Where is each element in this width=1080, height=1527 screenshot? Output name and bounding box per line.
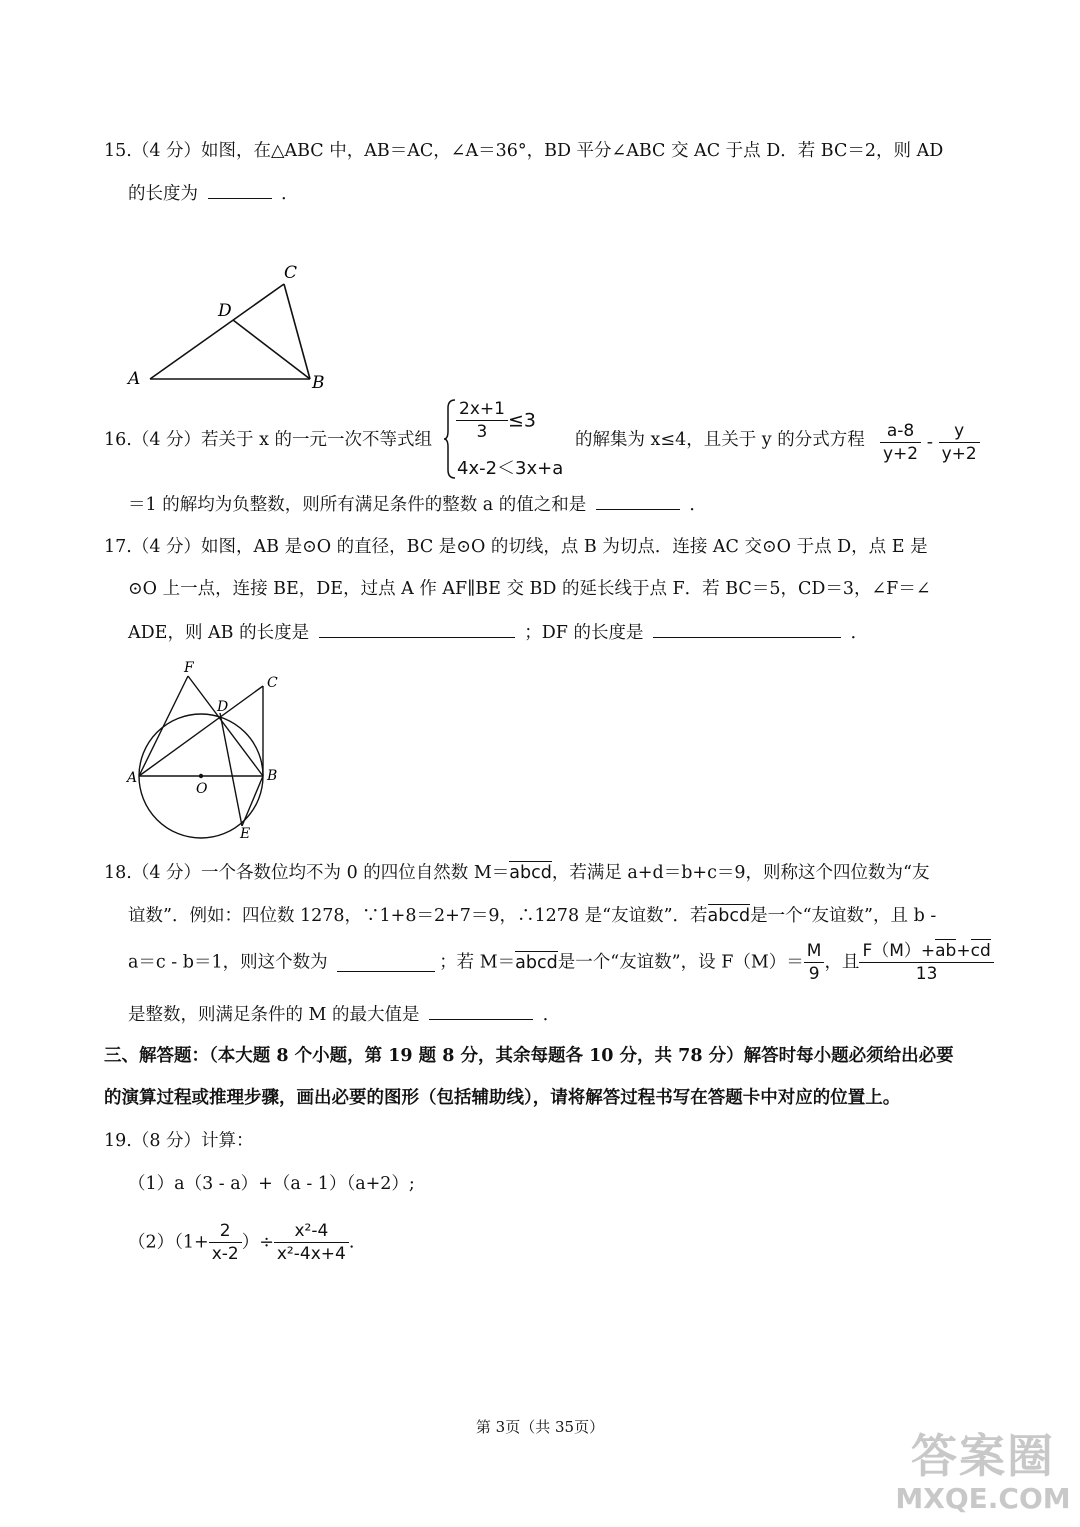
watermark-top: 答案圈	[911, 1429, 1055, 1483]
q18-period: ．	[542, 1005, 561, 1025]
label-d: D	[217, 699, 229, 715]
q16-mid: 的解集为 x≤4，且关于 y 的分式方程	[575, 430, 865, 450]
q17-period: ．	[850, 623, 869, 643]
q16-ineq1-rel: ≤3	[507, 409, 536, 432]
q17-ab-blank[interactable]	[319, 619, 515, 638]
q18-line2-pre: 谊数”．例如：四位数 1278，∵1+8＝2+7＝9，∴1278 是“友谊数”．若	[128, 906, 708, 926]
q19-part2-pre: （2）（1+	[128, 1232, 209, 1253]
section3-line1: 三、解答题：（本大题 8 个小题，第 19 题 8 分，其余每题各 10 分，共 78 分）解答时每小题必须给出必要	[104, 1046, 954, 1066]
q19-small-frac	[209, 1220, 242, 1265]
q16-minus: -	[926, 432, 934, 453]
q18-abcd-overline-2: abcd	[707, 906, 751, 926]
label-o: O	[196, 781, 208, 797]
q18-line1-post: ，若满足 a+d＝b+c＝9，则称这个四位数为“友	[551, 863, 930, 883]
triangle-abc	[150, 284, 310, 379]
watermark-bottom: MXQE.COM	[895, 1482, 1071, 1515]
q17-df-blank[interactable]	[653, 619, 841, 638]
q19-small-den: x-2	[211, 1244, 239, 1264]
q17-line1: 17.（4 分）如图，AB 是⊙O 的直径，BC 是⊙O 的切线，点 B 为切点．连接 AC 交⊙O 于点 D，点 E 是	[104, 537, 928, 557]
q19-big-frac	[274, 1220, 349, 1265]
q17-line3-mid: ；DF 的长度是	[524, 623, 644, 643]
q18-big-num-pre: F（M）+	[862, 941, 936, 961]
label-f: F	[184, 660, 194, 676]
q19-small-num: 2	[209, 1220, 242, 1243]
q19-part2	[128, 1220, 354, 1265]
q16-equation	[880, 420, 980, 465]
q15-line1: 15.（4 分）如图，在△ABC 中，AB＝AC，∠A＝36°，BD 平分∠ABC 交 AC 于点 D．若 BC＝2，则 AD	[104, 141, 944, 161]
label-b: B	[312, 373, 325, 393]
circle-o-diagram	[139, 676, 263, 838]
q15-triangle-figure	[120, 256, 340, 396]
q18-big-den: 13	[915, 964, 938, 984]
q19-title: 19.（8 分）计算：	[104, 1131, 254, 1151]
q18-fm-num: M	[804, 940, 825, 963]
q18-big-num	[859, 940, 993, 963]
q18-fm-den: 9	[808, 964, 820, 984]
label-c: C	[267, 675, 278, 691]
section3-line2: 的演算过程或推理步骤，画出必要的图形（包括辅助线），请将解答过程书写在答题卡中对应的位置上。	[104, 1088, 901, 1108]
q16-ineq1-num: 2x+1	[456, 398, 508, 421]
q18-big-plus: +	[956, 941, 971, 961]
q18-big-frac	[859, 940, 993, 985]
q16-line2-text: ＝1 的解均为负整数，则所有满足条件的整数 a 的值之和是	[128, 495, 587, 515]
brace-icon	[443, 398, 457, 480]
q19-big-den: x²-4x+4	[276, 1244, 346, 1264]
q15-answer-blank[interactable]	[208, 180, 272, 199]
q18-cd-overline: cd	[970, 941, 991, 961]
q16-answer-blank[interactable]	[596, 491, 680, 510]
label-c: C	[284, 263, 298, 283]
q16-frac1-num: a-8	[880, 420, 921, 443]
center-point-o	[199, 774, 203, 778]
label-b: B	[267, 768, 278, 784]
q16-frac1	[880, 420, 921, 465]
q18-line4-pre: 是整数，则满足条件的 M 的最大值是	[128, 1005, 420, 1025]
q18-abcd-overline: abcd	[509, 863, 552, 883]
q18-line1	[104, 860, 929, 886]
q18-line3-mid3: ，且	[824, 952, 860, 973]
q18-line3-mid2: 是一个“友谊数”，设 F（M）＝	[557, 952, 804, 973]
q18-abcd-overline-3: abcd	[515, 952, 558, 973]
label-a: A	[128, 369, 141, 389]
q16-ineq1-den: 3	[476, 422, 488, 442]
q16-frac2-den: y+2	[941, 444, 977, 464]
q16-pre: 16.（4 分）若关于 x 的一元一次不等式组	[104, 430, 433, 450]
q17-line3	[128, 619, 868, 646]
q18-number-blank[interactable]	[337, 953, 435, 972]
q19-part2-post: .	[348, 1232, 355, 1253]
q19-part2-mid: ）÷	[241, 1232, 274, 1253]
q15-line2	[128, 180, 299, 207]
label-a: A	[127, 770, 138, 786]
page-footer: 第 3页（共 35页）	[475, 1418, 605, 1436]
q17-line3-text: ADE，则 AB 的长度是	[128, 623, 310, 643]
q18-ab-overline: ab	[935, 941, 957, 961]
q16-ineq2: 4x-2＜3x+a	[457, 458, 564, 479]
q18-max-blank[interactable]	[429, 1001, 533, 1020]
q16-line2	[128, 491, 707, 518]
q18-line2-post: 是一个“友谊数”，且 b -	[750, 906, 937, 926]
q19-big-num: x²-4	[274, 1220, 349, 1243]
q16-line1	[104, 427, 432, 453]
q16-frac2-num: y	[939, 420, 980, 443]
q17-circle-figure	[122, 656, 292, 846]
q19-part1: （1）a（3 - a）+（a - 1）（a+2）;	[128, 1174, 415, 1194]
q16-period: ．	[689, 495, 707, 515]
q16-ineq1-frac	[456, 398, 508, 443]
q18-line4	[128, 1001, 560, 1028]
q15-period: ．	[281, 184, 299, 204]
q15-line2-text: 的长度为	[128, 184, 198, 204]
q17-line2: ⊙O 上一点，连接 BE，DE，过点 A 作 AF∥BE 交 BD 的延长线于点 F．若 BC＝5，CD＝3，∠F＝∠	[128, 579, 931, 599]
q18-line3	[128, 940, 994, 985]
q16-frac1-den: y+2	[883, 444, 919, 464]
q16-frac2	[939, 420, 980, 465]
q18-fm-frac	[804, 940, 825, 985]
q16-ineq1	[456, 398, 536, 443]
label-e: E	[240, 826, 251, 842]
watermark-logo	[888, 1430, 1078, 1525]
q18-line3-mid1: ；若 M＝	[439, 952, 516, 973]
q18-line1-pre: 18.（4 分）一个各数位均不为 0 的四位自然数 M＝	[104, 863, 510, 883]
label-d: D	[218, 301, 232, 321]
q18-line3-pre: a＝c - b＝1，则这个数为	[128, 952, 328, 973]
q18-line2	[128, 903, 936, 929]
